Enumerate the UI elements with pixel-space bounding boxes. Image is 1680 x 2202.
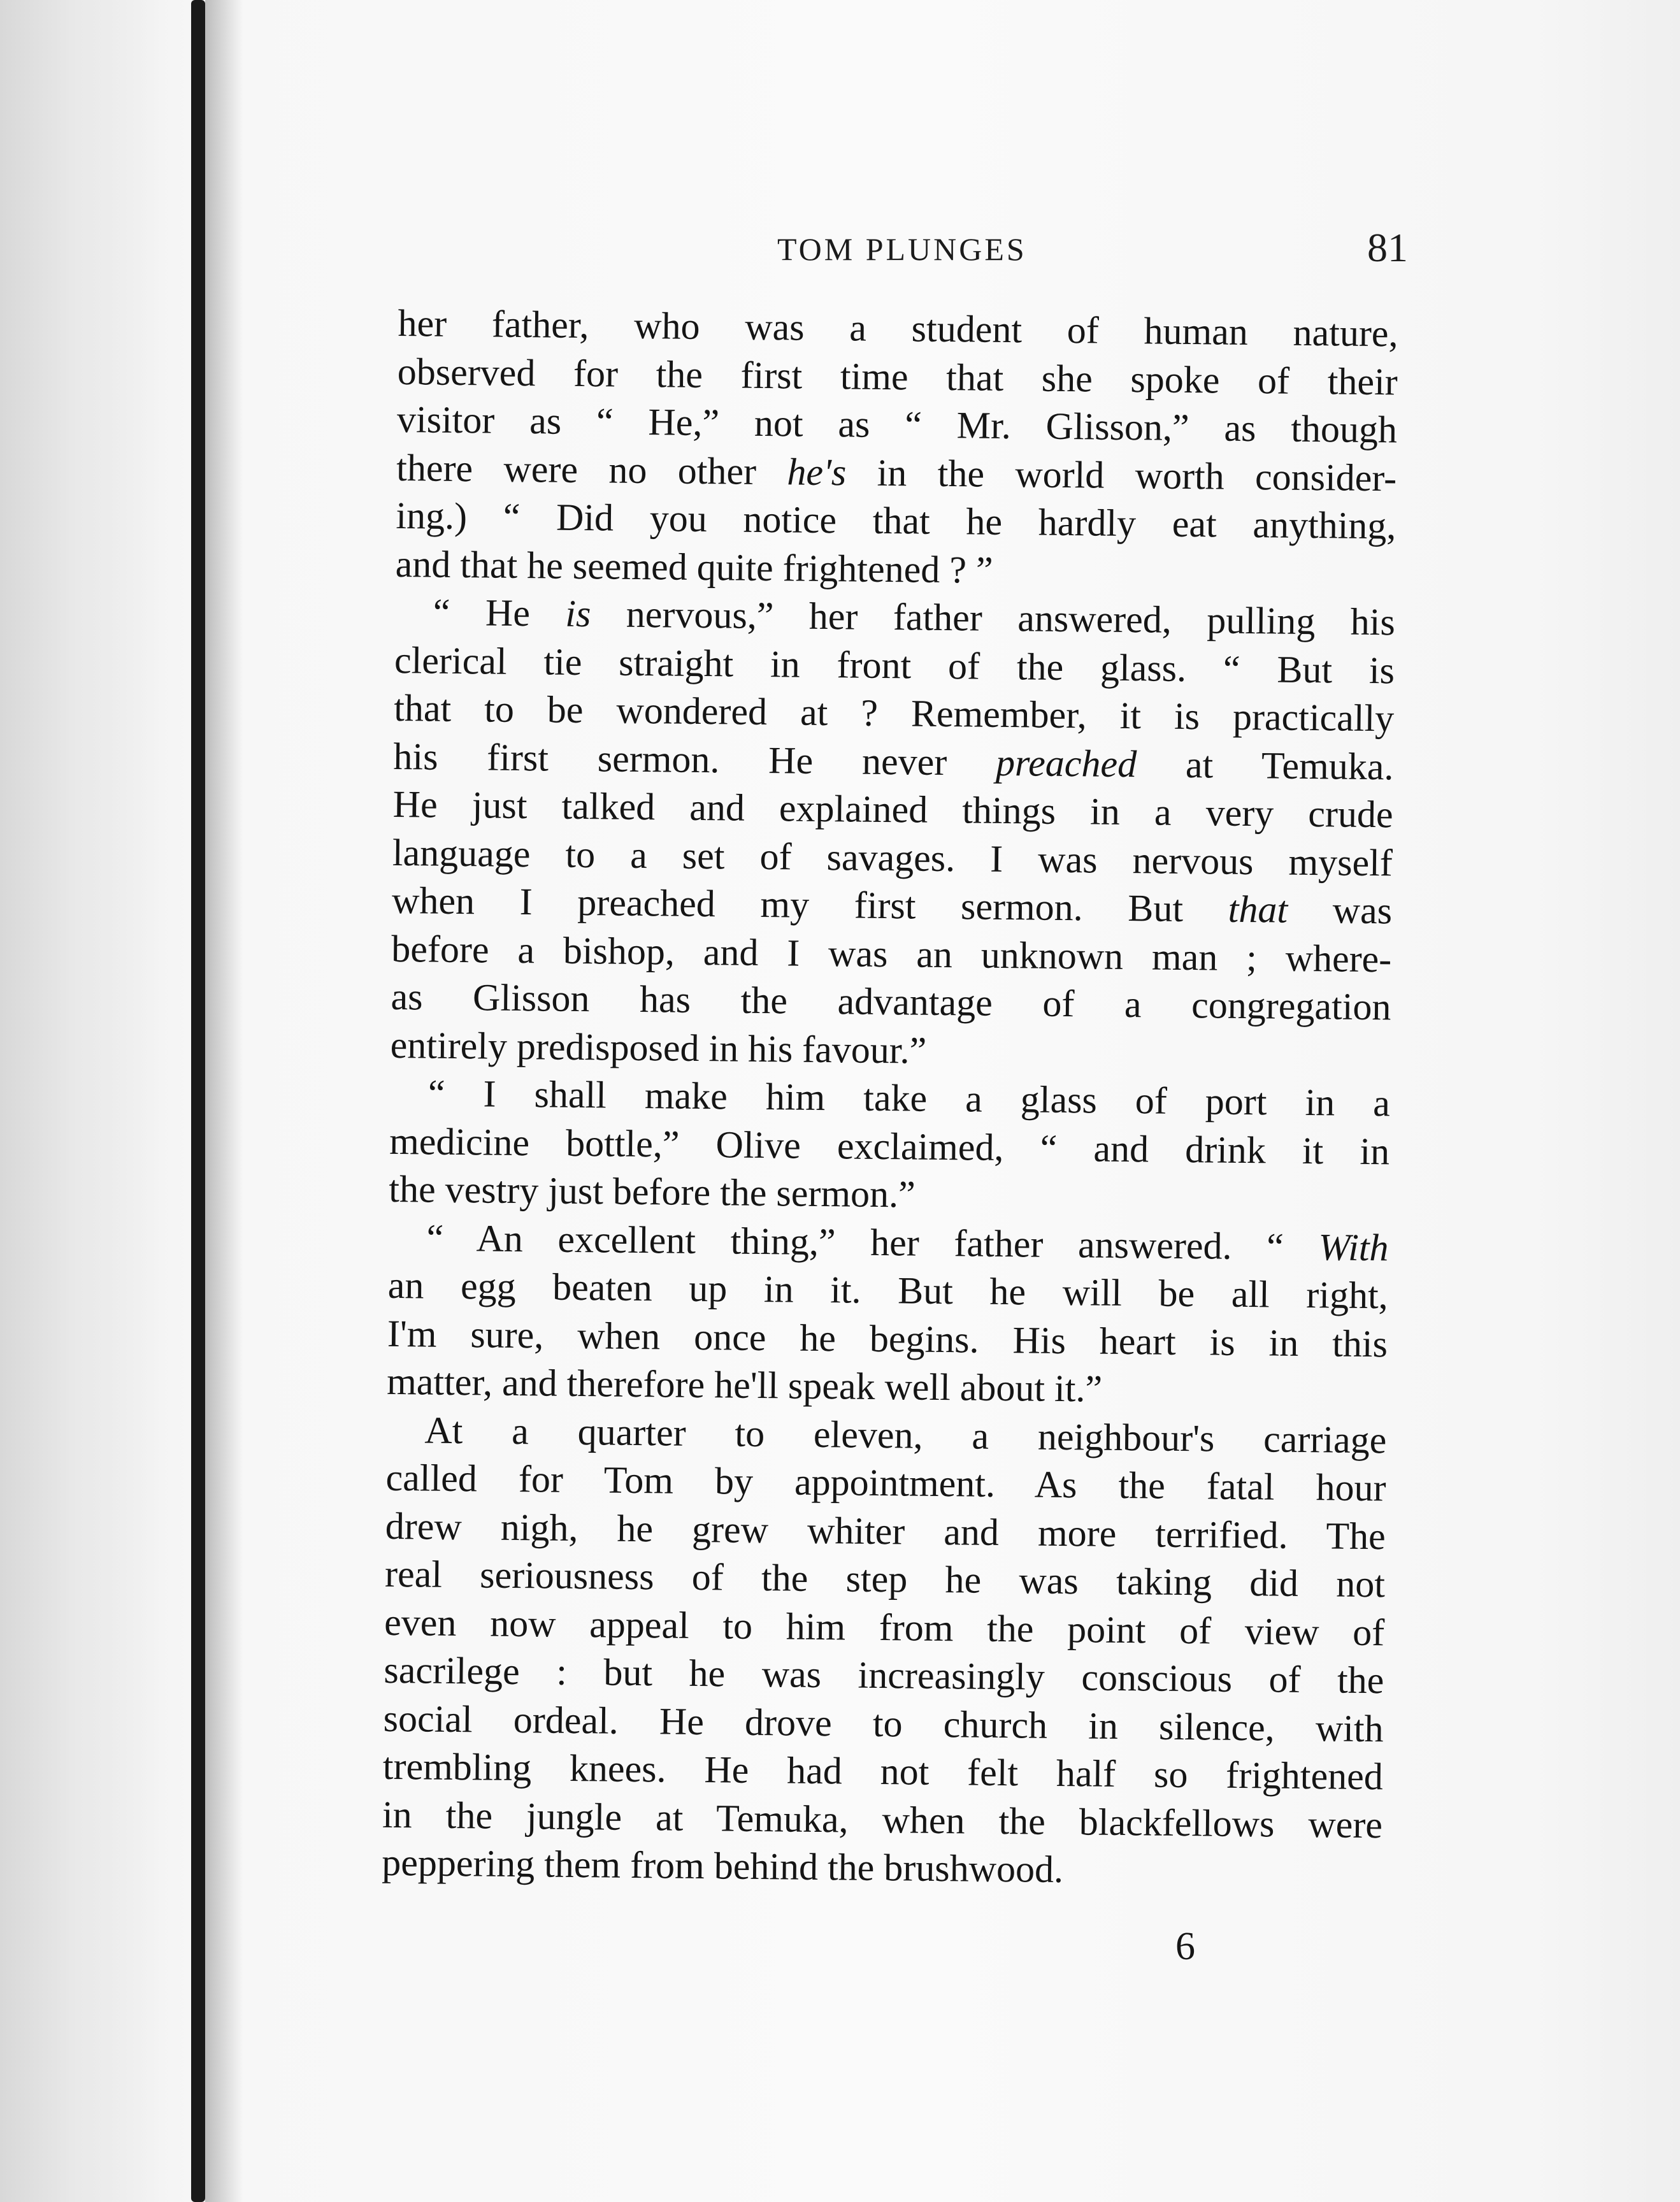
text-run: her father, who was a student of human nature, (398, 301, 1398, 355)
text-run: nervous,” her father answered, pulling his (591, 593, 1396, 644)
text-run: visitor as “ He,” not as “ Mr. Glisson,” as though (396, 398, 1398, 451)
text-run: peppering them from behind the brushwood. (381, 1841, 1064, 1891)
text-run: I'm sure, when once he begins. His heart is in this (387, 1312, 1388, 1365)
text-run: there were no other (396, 446, 787, 493)
text-run: an egg beaten up in it. But he will be all right, (387, 1263, 1389, 1317)
text-run: called for Tom by appointment. As the fatal hour (385, 1456, 1386, 1509)
text-run: language to a set of savages. I was nervous myself (392, 831, 1393, 884)
text-run: that to be wondered at ? Remember, it is practically (393, 686, 1395, 740)
italic-word: is (565, 592, 591, 635)
italic-word: he's (787, 450, 847, 493)
text-run: real seriousness of the step he was taking did not (384, 1552, 1386, 1606)
text-run: as Glisson has the advantage of a congregation (391, 975, 1391, 1028)
text-run: clerical tie straight in front of the glass. “ But is (394, 638, 1395, 691)
text-run: and that he seemed quite frightened ? ” (395, 542, 993, 591)
text-run: in the jungle at Temuka, when the blackfellows were (382, 1793, 1383, 1846)
text-run: “ He (433, 591, 566, 635)
text-run: observed for the first time that she spoke of their (397, 350, 1398, 403)
italic-word: preached (995, 741, 1137, 785)
text-run: medicine bottle,” Olive exclaimed, “ and drink it in (389, 1119, 1390, 1172)
page-number: 81 (1367, 225, 1408, 270)
text-run: “ An excellent thing,” her father answered. “ (426, 1216, 1319, 1268)
text-run: in the world worth consider- (845, 450, 1397, 499)
text-run: before a bishop, and I was an unknown man ; where- (391, 927, 1392, 980)
page-header (420, 224, 1408, 282)
text-run: drew nigh, he grew whiter and more terrified. The (385, 1504, 1386, 1557)
text-run: even now appeal to him from the point of view of (384, 1601, 1385, 1653)
body-text (382, 299, 1398, 1897)
signature-mark: 6 (1175, 1925, 1195, 1968)
text-run: entirely predisposed in his favour.” (390, 1023, 927, 1072)
page-gutter (0, 0, 166, 2202)
text-run: “ I shall make him take a glass of port in a (427, 1072, 1391, 1125)
text-run: the vestry just before the sermon.” (389, 1167, 916, 1216)
text-run: trembling knees. He had not felt half so frightened (382, 1745, 1384, 1798)
text-run: was (1287, 888, 1393, 932)
running-head: TOM PLUNGES (777, 231, 1027, 267)
text-run: At a quarter to eleven, a neighbour's carriage (424, 1409, 1387, 1461)
text-run: at Temuka. (1136, 742, 1394, 788)
text-run: He just talked and explained things in a very crude (392, 782, 1393, 836)
italic-word: With (1318, 1225, 1389, 1269)
text-run: when I preached my first sermon. But (391, 879, 1229, 930)
italic-word: that (1228, 888, 1288, 931)
text-run: social ordeal. He drove to church in silence, with (383, 1697, 1384, 1750)
binding-shadow (205, 0, 243, 2202)
binding-edge (191, 0, 205, 2202)
text-run: his first sermon. He never (393, 735, 996, 784)
text-run: ing.) “ Did you notice that he hardly eat anything, (396, 494, 1396, 547)
text-run: sacrilege : but he was increasingly conscious of the (384, 1648, 1384, 1702)
text-run: matter, and therefore he'll speak well about it.” (386, 1360, 1103, 1410)
